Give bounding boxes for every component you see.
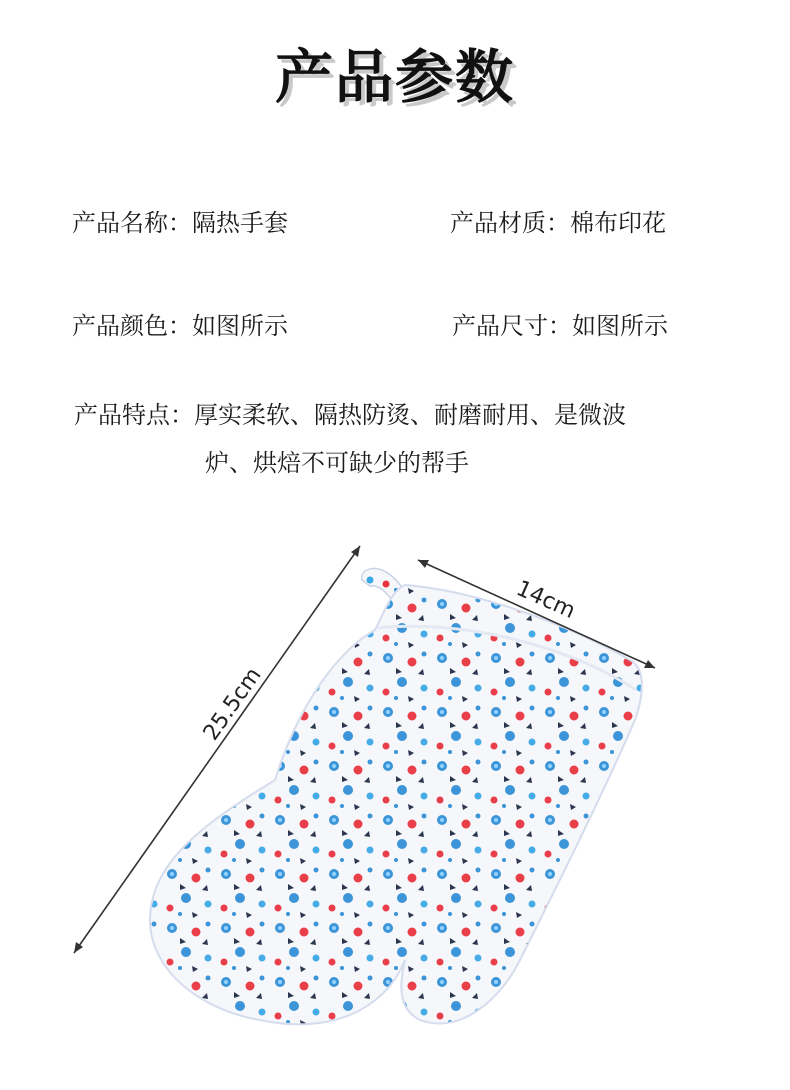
- page-title: 产品参数: [274, 43, 515, 111]
- spec-product-features-cont: 炉、烘焙不可缺少的帮手: [205, 449, 469, 477]
- spec-product-material: 产品材质：棉布印花: [450, 209, 666, 237]
- spec-product-size: 产品尺寸：如图所示: [452, 312, 668, 340]
- oven-mitt-illustration: [0, 520, 790, 1090]
- width-dimension-label: 14cm: [512, 576, 579, 624]
- length-dimension-label: 25.5cm: [198, 663, 267, 746]
- mitt-body: [140, 570, 660, 1050]
- spec-product-name: 产品名称：隔热手套: [72, 209, 288, 237]
- spec-product-color: 产品颜色：如图所示: [72, 312, 288, 340]
- spec-product-features: 产品特点：厚实柔软、隔热防烫、耐磨耐用、是微波: [74, 401, 626, 429]
